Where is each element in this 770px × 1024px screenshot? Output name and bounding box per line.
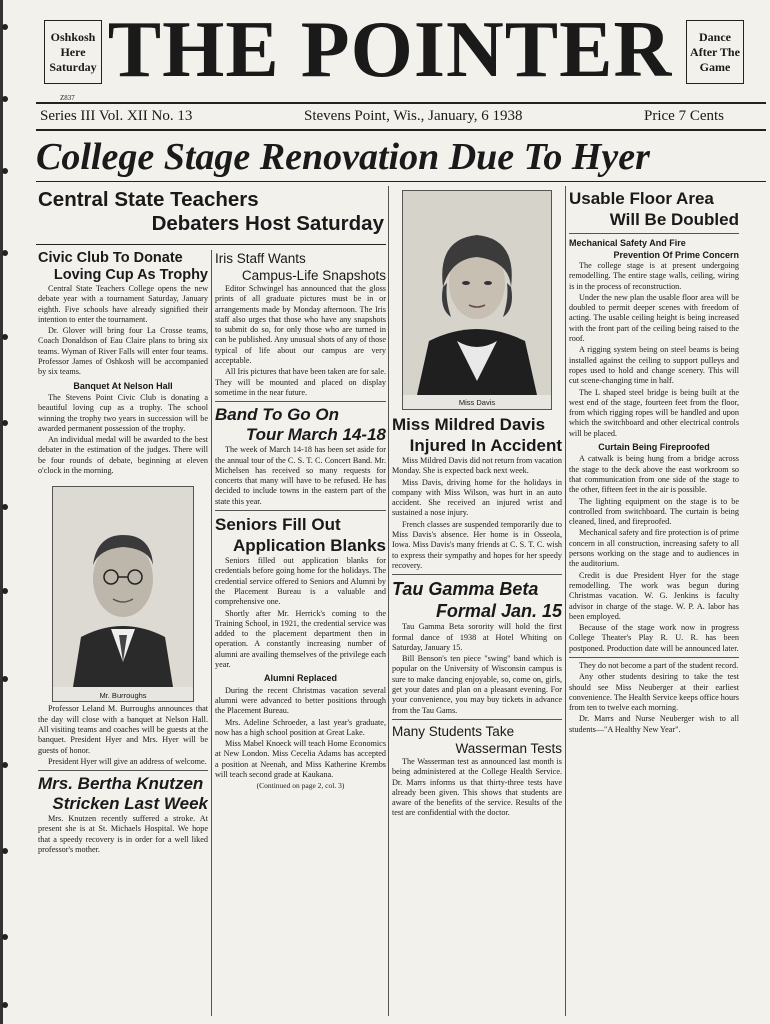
health-p3: Dr. Marrs and Nurse Neuberger wish to all students—"A Healthy New Year". xyxy=(569,714,739,734)
band-head-1: Band To Go On xyxy=(215,405,340,425)
knutzen-head-1: Mrs. Bertha Knutzen xyxy=(38,774,204,794)
iris-p1: Editor Schwingel has announced that the gloss prints of all graduate pictures must be in or arrangements made by Monday afternoon. The Iris staff also urges that those who have any snapshots to submit do so, for only those who are turned in can be published. Any unusual shots of any of those typical of life about our campus are very acceptable. xyxy=(215,284,386,366)
seniors-p1: Seniors filled out application blanks for credentials before going home for the holidays. The credential service offered to Seniors and Alumni by the Placement Bureau is a valuable and comprehensive one. xyxy=(215,556,386,607)
banner-headline: College Stage Renovation Due To Hyer xyxy=(36,136,650,178)
divider xyxy=(215,401,386,402)
continued-note: (Continued on page 2, col. 3) xyxy=(256,781,345,791)
civic-head-2: Loving Cup As Trophy xyxy=(53,267,208,283)
divider xyxy=(392,719,562,720)
column-rule xyxy=(565,186,566,1016)
punch-hole xyxy=(2,934,8,940)
rule-banner xyxy=(36,181,766,182)
divider xyxy=(215,510,386,511)
civic-p2: Dr. Glover will bring four La Crosse teams, Coach Donaldson of Eau Claire plans to bring six teams. Wyman of River Falls will enter four teams. Professor James of Oshkosh will be accompanied by six teams. xyxy=(38,326,208,377)
floor-p1: The college stage is at present undergoing remodelling. The entire stage walls, ceiling, wiring is in the process of reconstruction. xyxy=(569,261,739,291)
column-rule xyxy=(211,250,212,1016)
punch-hole xyxy=(2,250,8,256)
band-p1: The week of March 14-18 has been set aside for the annual tour of the C. S. T. C. Concert Band. Mr. Michelsen has received so many requests for concerts that many will have to be refused. He has decided to include towns in the eastern part of the state this year. xyxy=(215,445,386,506)
place-date: Stevens Point, Wis., January, 6 1938 xyxy=(304,108,523,124)
davis-p2: Miss Davis, driving home for the holidays in company with Miss Wilson, was hurt in an auto accident. She received an injured wrist and sustained a nose injury. xyxy=(392,477,562,518)
price: Price 7 Cents xyxy=(644,108,724,124)
floor-p6: The lighting equipment on the stage is to be controlled from switchboard. The curtain is being cleaned, lined, and fireproofed. xyxy=(569,496,739,527)
punch-hole xyxy=(2,24,8,30)
health-p1: They do not become a part of the student record. xyxy=(579,660,739,670)
floor-p3: A rigging system being on steel beams is being installed against the ceiling to support pulleys and ropes used to hold and change scenery. This will cut scene-changing time in half. xyxy=(569,345,739,386)
divider xyxy=(569,233,739,234)
rule-debaters xyxy=(36,244,386,245)
seniors-p2: Shortly after Mr. Herrick's coming to the Training School, in 1921, the credential service was added to the placement department then in operation. A constantly increasing number of alumni are availing themselves of the privilege each year. xyxy=(215,608,386,670)
knutzen-head-2: Stricken Last Week xyxy=(52,794,208,814)
iris-head-1: Iris Staff Wants xyxy=(215,251,306,266)
punch-hole xyxy=(2,676,8,682)
divider xyxy=(392,574,562,575)
floor-p2: Under the new plan the usable floor area will be doubled to permit deeper scenes with freedom of acting. The usable ceiling height is being increased with the front part of the ceiling being raised to the roof. xyxy=(569,292,739,344)
ear-left: Oshkosh Here Saturday xyxy=(44,20,102,84)
taugamma-p2: Bill Benson's ten piece "swing" band which is popular on the University of Wisconsin campus is sure to make dancing enjoyable, so, come on, girls, get your dates and plan on a pleasant evening. For your convenience, you may buy tickets in advance from the Tau Gams. xyxy=(392,654,562,715)
civic-p1: Central State Teachers College opens the new debate year with a tournament Saturday, January eighth. Five schools have already signified their intention to enter the tournament. xyxy=(38,284,208,324)
knutzen-p1: Mrs. Knutzen recently suffered a stroke. At present she is at St. Michaels Hospital. We hope that a speedy recovery is in order for a well liked professor's mother. xyxy=(38,814,208,855)
punch-hole xyxy=(2,762,8,768)
debaters-head-1: Central State Teachers xyxy=(38,188,259,211)
davis-head-1: Miss Mildred Davis xyxy=(392,415,546,434)
ear-right: Dance After The Game xyxy=(686,20,744,84)
portrait-icon xyxy=(403,191,551,395)
davis-photo xyxy=(402,190,552,410)
divider xyxy=(569,657,739,658)
floor-head-1: Usable Floor Area xyxy=(569,189,714,208)
iris-head-2: Campus-Life Snapshots xyxy=(241,268,386,283)
punch-hole xyxy=(2,420,8,426)
floor-sub-1: Mechanical Safety And Fire xyxy=(569,238,686,248)
burroughs-photo xyxy=(52,486,194,702)
divider xyxy=(38,770,208,771)
portrait-icon xyxy=(53,487,193,687)
wasserman-p1: The Wasserman test as announced last month is being administered at the College Health Service. Dr. Marrs informs us that thirty-three tests have already been given. This shows that students are aware of the benefits of the service. Results of the test are confidential with the doctor. xyxy=(392,756,562,818)
seniors-p5: Miss Mabel Knoeck will teach Home Economics at New London. Miss Cecelia Adams has accepted a position at Neenah, and Miss Katherine Krembs will teach second grade at Kaukana. xyxy=(215,739,386,779)
davis-p3: French classes are suspended temporarily due to Miss Davis's absence. Her home is in Osseola, Iowa. Miss Davis's many friends at C. S. T. C. wish to express their sympathy and hopes for her speedy recovery. xyxy=(392,519,562,570)
davis-p1: Miss Mildred Davis did not return from vacation Monday. She is expected back next week. xyxy=(392,456,562,476)
floor-p8: Credit is due President Hyer for the stage remodelling. The work was begun during Christmas vacation. W. G. Jenkins is faculty advisor in charge of the stage. W. P. A. labor has been employed. xyxy=(569,570,739,621)
seniors-subhead: Alumni Replaced xyxy=(263,673,337,684)
catalog-code: Z837 xyxy=(60,94,75,102)
iris-p2: All Iris pictures that have been taken are for sale. They will be mounted and placed on display sometime in the near future. xyxy=(215,367,386,397)
floor-head-2: Will Be Doubled xyxy=(609,210,739,229)
rule-top xyxy=(36,102,766,104)
column-2 xyxy=(215,250,386,1020)
band-head-2: Tour March 14-18 xyxy=(245,425,386,445)
column-rule xyxy=(388,186,389,1016)
seniors-head-1: Seniors Fill Out xyxy=(215,515,341,535)
debaters-headline xyxy=(38,188,384,236)
punch-hole xyxy=(2,96,8,102)
floor-p5: A catwalk is being hung from a bridge across the stage to the deck above the east workroom so that communication from one side of the stage to the other, fifteen feet in the air is possible. xyxy=(569,454,739,495)
punch-hole xyxy=(2,1002,8,1008)
taugamma-head-1: Tau Gamma Beta xyxy=(392,579,539,600)
rule-bottom xyxy=(36,129,766,131)
seniors-p4: Mrs. Adeline Schroeder, a last year's graduate, now has a high school position at Great Lake. xyxy=(215,717,386,737)
civic-p5: Professor Leland M. Burroughs announces that the day will close with a banquet at Nelson Hall. All visiting teams and coaches will be guests at the banquet. President Hyer and Mrs. Hyer will be guests of honor. xyxy=(38,704,208,755)
floor-p7: Mechanical safety and fire protection is of prime concern in all construction, increasing safety to all persons working on the stage and to audiences in the auditorium. xyxy=(569,528,739,569)
floor-subhead: Curtain Being Fireproofed xyxy=(598,442,710,453)
floor-p4: The L shaped steel bridge is being built at the west end of the stage, fourteen feet from the floor, from which rigging ropes will be handled and upon which the switchboard and other electrical controls will be placed. xyxy=(569,387,739,438)
binding-edge xyxy=(0,0,3,1024)
seniors-p3: During the recent Christmas vacation several alumni were advanced to better positions through the Placement Bureau. xyxy=(215,685,386,716)
civic-p6: President Hyer will give an address of welcome. xyxy=(48,756,207,766)
davis-caption: Miss Davis xyxy=(458,398,496,408)
civic-p4: An individual medal will be awarded to the best debater in the estimation of the judges. There will be four rounds of debate, beginning at eleven o'clock in the morning. xyxy=(38,435,208,476)
masthead-title: THE POINTER xyxy=(107,6,673,94)
debaters-head-2: Debaters Host Saturday xyxy=(151,212,384,235)
punch-hole xyxy=(2,848,8,854)
floor-sub-2: Prevention Of Prime Concern xyxy=(613,250,739,260)
floor-p9: Because of the stage work now in progress College Theater's Play R. U. R. has been postponed. Production date will be announced later. xyxy=(569,623,739,653)
davis-head-2: Injured In Accident xyxy=(409,436,562,455)
health-p2: Any other students desiring to take the test should see Miss Neuberger at their earliest convenience. The Health Service keeps office hours from ten to twelve each morning. xyxy=(569,672,739,713)
civic-subhead: Banquet At Nelson Hall xyxy=(73,380,173,391)
wasserman-head-2: Wasserman Tests xyxy=(455,740,562,756)
taugamma-p1: Tau Gamma Beta sorority will hold the first formal dance of 1938 at Hotel Whiting on Saturday, January 15. xyxy=(392,622,562,652)
burroughs-caption: Mr. Burroughs xyxy=(99,690,147,700)
wasserman-head-1: Many Students Take xyxy=(392,723,515,739)
column-3 xyxy=(392,188,562,1018)
column-4 xyxy=(569,188,739,1018)
series-info: Series III Vol. XII No. 13 xyxy=(40,108,193,124)
taugamma-head-2: Formal Jan. 15 xyxy=(435,601,562,622)
column-1 xyxy=(38,250,208,1020)
punch-hole xyxy=(2,588,8,594)
punch-hole xyxy=(2,334,8,340)
seniors-head-2: Application Blanks xyxy=(232,536,386,556)
punch-hole xyxy=(2,504,8,510)
punch-hole xyxy=(2,168,8,174)
civic-p3: The Stevens Point Civic Club is donating a beautiful loving cup as a trophy. The school winning the trophy two years in succession will be awarded permanent possession of the trophy. xyxy=(38,392,208,433)
civic-head-1: Civic Club To Donate xyxy=(38,250,183,266)
